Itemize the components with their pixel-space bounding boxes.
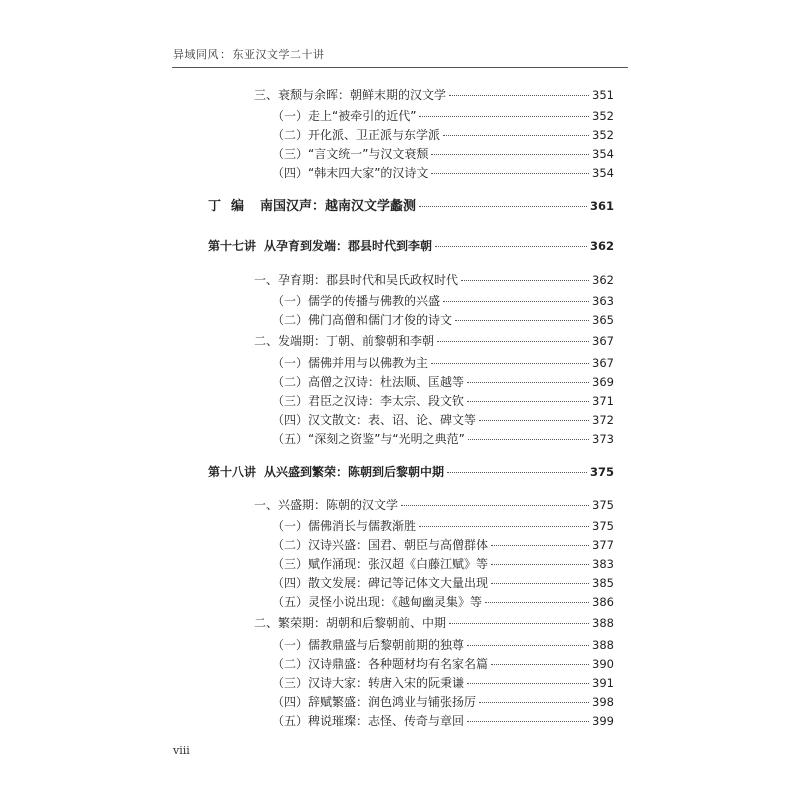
toc-entry-title: （五）“深刻之资鉴”与“光明之典范”	[272, 432, 465, 446]
leader-dots	[449, 622, 589, 624]
leader-dots	[443, 134, 589, 136]
toc-entry-title: （一）走上“被牵引的近代”	[272, 109, 417, 123]
leader-dots	[431, 172, 589, 174]
toc-entry-title: （三）君臣之汉诗：李太宗、段文钦	[272, 394, 465, 408]
toc-entry-title: 从孕育到发端：郡县时代到李朝	[264, 239, 433, 253]
toc-entry-subsection[interactable]	[272, 656, 614, 672]
toc-entry-page: 369	[592, 375, 614, 389]
toc-entry-page: 373	[592, 432, 614, 446]
leader-dots	[461, 279, 589, 281]
toc-entry-chapter[interactable]	[208, 238, 614, 254]
toc-entry-page: 365	[592, 313, 614, 327]
leader-dots	[467, 720, 589, 722]
toc-entry-subsection[interactable]	[272, 412, 614, 428]
leader-dots	[468, 438, 589, 440]
running-head-subtitle: 东亚汉文学二十讲	[232, 48, 325, 61]
leader-dots	[467, 400, 589, 402]
toc-entry-subsection[interactable]	[272, 694, 614, 710]
toc-entry-subsection[interactable]	[272, 575, 614, 591]
toc-entry-subsection[interactable]	[272, 293, 614, 309]
chapter-label: 第十八讲	[208, 465, 257, 479]
toc-entry-title: 从兴盛到繁荣：陈朝到后黎朝中期	[264, 465, 445, 479]
toc-entry-title: （二）汉诗鼎盛：各种题材均有名家名篇	[272, 657, 489, 671]
leader-dots	[467, 644, 589, 646]
leader-dots	[491, 663, 589, 665]
leader-dots	[431, 153, 589, 155]
toc-entry-page: 361	[589, 199, 614, 213]
toc-entry-title: （三）汉诗大家：转唐入宋的阮秉谦	[272, 676, 465, 690]
leader-dots	[449, 94, 589, 96]
toc-entry-page: 354	[592, 147, 614, 161]
toc-entry-page: 354	[592, 166, 614, 180]
toc-entry-page: 372	[592, 413, 614, 427]
toc-entry-page: 375	[589, 465, 614, 479]
toc-entry-title: 南国汉声：越南汉文学蠡测	[260, 199, 417, 214]
toc-entry-title: （四）汉文散文：表、诏、论、碑文等	[272, 413, 477, 427]
toc-entry-title: 三、衰颓与余晖：朝鲜末期的汉文学	[254, 88, 447, 102]
toc-entry-title: （二）佛门高僧和儒门才俊的诗文	[272, 313, 453, 327]
toc-entry-subsection[interactable]	[272, 556, 614, 572]
toc-entry-subsection[interactable]	[272, 675, 614, 691]
leader-dots	[419, 205, 587, 207]
leader-dots	[491, 582, 589, 584]
toc-entry-page: 371	[592, 394, 614, 408]
toc-entry-page: 390	[592, 657, 614, 671]
toc-entry-subsection[interactable]	[272, 713, 614, 729]
toc-entry-subsection[interactable]	[272, 312, 614, 328]
toc-entry-title: （四）散文发展：碑记等记体文大量出现	[272, 576, 489, 590]
toc-entry-title: （五）灵怪小说出现：《越甸幽灵集》等	[272, 595, 483, 609]
toc-entry-title: （二）汉诗兴盛：国君、朝臣与高僧群体	[272, 538, 489, 552]
toc-entry-subsection[interactable]	[272, 355, 614, 371]
leader-dots	[443, 300, 589, 302]
leader-dots	[419, 115, 589, 117]
leader-dots	[491, 544, 589, 546]
chapter-label: 第十七讲	[208, 239, 257, 253]
toc-entry-page: 399	[592, 714, 614, 728]
toc-entry-section[interactable]	[254, 272, 614, 288]
toc-entry-subsection[interactable]	[272, 393, 614, 409]
toc-entry-subsection[interactable]	[272, 165, 614, 181]
toc-entry-title: （三）“言文统一”与汉文衰颓	[272, 147, 429, 161]
toc-entry-title: （五）稗说璀璨：志怪、传奇与章回	[272, 714, 465, 728]
running-head-separator: ：	[220, 48, 232, 61]
leader-dots	[419, 525, 589, 527]
toc-entry-title: （一）儒佛并用与以佛教为主	[272, 356, 429, 370]
toc-entry-page: 362	[589, 239, 614, 253]
leader-dots	[401, 504, 589, 506]
leader-dots	[491, 563, 589, 565]
leader-dots	[467, 381, 589, 383]
toc-entry-page: 352	[592, 109, 614, 123]
toc-entry-title: （二）开化派、卫正派与东学派	[272, 128, 441, 142]
toc-entry-page: 352	[592, 128, 614, 142]
toc-entry-subsection[interactable]	[272, 518, 614, 534]
leader-dots	[437, 340, 589, 342]
toc-entry-section[interactable]	[254, 87, 614, 103]
leader-dots	[455, 319, 589, 321]
toc-entry-title: 一、兴盛期：陈朝的汉文学	[254, 498, 399, 512]
toc-entry-title: （三）赋作涌现：张汉超《白藤江赋》等	[272, 557, 489, 571]
toc-entry-subsection[interactable]	[272, 108, 614, 124]
toc-entry-title: （一）儒学的传播与佛教的兴盛	[272, 294, 441, 308]
leader-dots	[479, 701, 589, 703]
toc-entry-page: 351	[592, 88, 614, 102]
toc-entry-page: 386	[592, 595, 614, 609]
toc-entry-page: 383	[592, 557, 614, 571]
toc-entry-page: 391	[592, 676, 614, 690]
toc-entry-page: 363	[592, 294, 614, 308]
toc-entry-page: 367	[592, 334, 614, 348]
leader-dots	[479, 419, 589, 421]
toc-entry-page: 362	[592, 273, 614, 287]
page-number: viii	[173, 744, 190, 757]
leader-dots	[431, 362, 589, 364]
toc-entry-title: （一）儒佛消长与儒教渐胜	[272, 519, 417, 533]
toc-entry-page: 377	[592, 538, 614, 552]
toc-entry-part[interactable]	[208, 198, 614, 215]
leader-dots	[447, 471, 587, 473]
leader-dots	[467, 682, 589, 684]
toc-entry-section[interactable]	[254, 615, 614, 631]
leader-dots	[435, 245, 587, 247]
toc-entry-page: 388	[592, 638, 614, 652]
toc-entry-section[interactable]	[254, 497, 614, 513]
toc-entry-title: 一、孕育期：郡县时代和吴氏政权时代	[254, 273, 459, 287]
toc-entry-title: 二、繁荣期：胡朝和后黎朝前、中期	[254, 616, 447, 630]
toc-entry-subsection[interactable]	[272, 594, 614, 610]
toc-entry-chapter[interactable]	[208, 464, 614, 480]
toc-entry-subsection[interactable]	[272, 537, 614, 553]
toc-entry-page: 367	[592, 356, 614, 370]
toc-entry-title: （四）辞赋繁盛：润色鸿业与铺张扬厉	[272, 695, 477, 709]
toc-entry-page: 398	[592, 695, 614, 709]
toc-entry-title: （一）儒教鼎盛与后黎朝前期的独尊	[272, 638, 465, 652]
leader-dots	[485, 601, 589, 603]
part-label: 丁编	[208, 199, 255, 214]
toc-entry-subsection[interactable]	[272, 146, 614, 162]
toc-entry-page: 385	[592, 576, 614, 590]
toc-entry-page: 388	[592, 616, 614, 630]
toc-entry-subsection[interactable]	[272, 374, 614, 390]
toc-entry-page: 375	[592, 498, 614, 512]
toc-entry-title: 二、发端期：丁朝、前黎朝和李朝	[254, 334, 435, 348]
toc-entry-subsection[interactable]	[272, 637, 614, 653]
toc-entry-title: （四）“韩末四大家”的汉诗文	[272, 166, 429, 180]
toc-entry-subsection[interactable]	[272, 431, 614, 447]
toc-entry-section[interactable]	[254, 333, 614, 349]
toc-entry-title: （二）高僧之汉诗：杜法顺、匡越等	[272, 375, 465, 389]
running-head-book-title: 异域同风	[173, 48, 219, 61]
toc-entry-page: 375	[592, 519, 614, 533]
toc-entry-subsection[interactable]	[272, 127, 614, 143]
